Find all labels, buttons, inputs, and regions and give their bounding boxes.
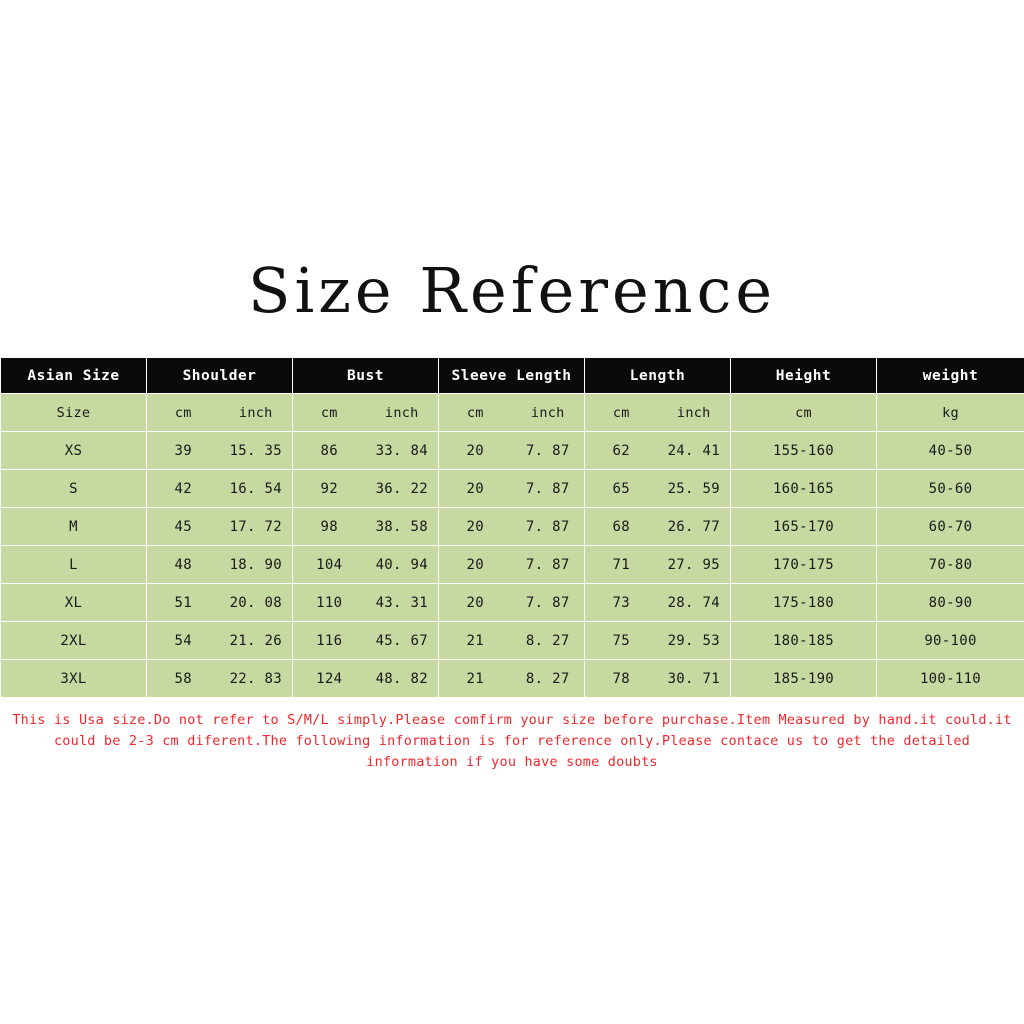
cell-length (585, 660, 731, 698)
units-size-label: Size (1, 394, 147, 432)
cell-sleeve (439, 546, 585, 584)
cell-shoulder-inch: 21. 26 (229, 632, 282, 649)
cell-shoulder-inch: 17. 72 (229, 518, 282, 535)
cell-bust (293, 432, 439, 470)
cell-shoulder-cm: 54 (174, 632, 192, 649)
units-bust-inch: inch (384, 404, 419, 421)
page-title: Size Reference (247, 254, 777, 327)
cell-sleeve-inch: 7. 87 (525, 480, 570, 497)
cell-height: 185-190 (731, 660, 877, 698)
cell-sleeve-inch: 8. 27 (525, 632, 570, 649)
cell-bust-inch: 33. 84 (375, 442, 428, 459)
cell-height: 160-165 (731, 470, 877, 508)
units-bust-cm: cm (320, 404, 338, 421)
cell-height: 165-170 (731, 508, 877, 546)
cell-length (585, 546, 731, 584)
cell-sleeve-cm: 21 (466, 670, 484, 687)
units-sleeve-inch: inch (530, 404, 565, 421)
cell-length-inch: 30. 71 (667, 670, 720, 687)
cell-length-cm: 62 (612, 442, 630, 459)
cell-shoulder-cm: 42 (174, 480, 192, 497)
column-header-sleeve-length: Sleeve Length (439, 358, 585, 394)
cell-bust-inch: 36. 22 (375, 480, 428, 497)
cell-shoulder-inch: 18. 90 (229, 556, 282, 573)
cell-length-inch: 29. 53 (667, 632, 720, 649)
cell-shoulder (147, 470, 293, 508)
table-row (1, 508, 1024, 546)
cell-height: 170-175 (731, 546, 877, 584)
cell-weight: 70-80 (877, 546, 1024, 584)
cell-sleeve-inch: 7. 87 (525, 594, 570, 611)
cell-height: 180-185 (731, 622, 877, 660)
cell-bust (293, 584, 439, 622)
table-row (1, 470, 1024, 508)
cell-shoulder-inch: 22. 83 (229, 670, 282, 687)
cell-height: 155-160 (731, 432, 877, 470)
units-shoulder (147, 394, 293, 432)
size-chart-card (0, 214, 1024, 799)
cell-sleeve (439, 622, 585, 660)
table-row (1, 660, 1024, 698)
cell-shoulder (147, 584, 293, 622)
cell-sleeve-inch: 7. 87 (525, 556, 570, 573)
cell-bust-inch: 48. 82 (375, 670, 428, 687)
units-shoulder-cm: cm (174, 404, 192, 421)
cell-bust-cm: 110 (316, 594, 343, 611)
table-row (1, 584, 1024, 622)
cell-length-inch: 25. 59 (667, 480, 720, 497)
cell-bust-cm: 98 (320, 518, 338, 535)
column-header-length: Length (585, 358, 731, 394)
cell-sleeve (439, 432, 585, 470)
column-header-asian-size: Asian Size (1, 358, 147, 394)
cell-height: 175-180 (731, 584, 877, 622)
table-header-row (1, 358, 1024, 394)
cell-shoulder (147, 622, 293, 660)
cell-sleeve (439, 660, 585, 698)
cell-length (585, 622, 731, 660)
table-units-row (1, 394, 1024, 432)
cell-sleeve (439, 584, 585, 622)
cell-sleeve-cm: 20 (466, 556, 484, 573)
units-height: cm (731, 394, 877, 432)
cell-shoulder-inch: 16. 54 (229, 480, 282, 497)
cell-shoulder-inch: 20. 08 (229, 594, 282, 611)
cell-size: L (1, 546, 147, 584)
cell-shoulder-cm: 58 (174, 670, 192, 687)
cell-length (585, 508, 731, 546)
cell-weight: 80-90 (877, 584, 1024, 622)
column-header-bust: Bust (293, 358, 439, 394)
cell-bust (293, 470, 439, 508)
cell-size: XS (1, 432, 147, 470)
column-header-weight: weight (877, 358, 1024, 394)
cell-bust-cm: 124 (316, 670, 343, 687)
cell-shoulder (147, 660, 293, 698)
cell-bust-inch: 40. 94 (375, 556, 428, 573)
cell-bust-cm: 116 (316, 632, 343, 649)
units-sleeve (439, 394, 585, 432)
cell-weight: 50-60 (877, 470, 1024, 508)
cell-sleeve-cm: 20 (466, 594, 484, 611)
size-disclaimer-note: This is Usa size.Do not refer to S/M/L simply.Please comfirm your size before purchase.Item Measured by hand.it could.it could be 2-3 cm diferent.The following information is for reference only.Please contace us to get the detailed information if you have some doubts (12, 712, 1012, 770)
cell-shoulder-inch: 15. 35 (229, 442, 282, 459)
cell-shoulder-cm: 45 (174, 518, 192, 535)
units-sleeve-cm: cm (466, 404, 484, 421)
units-bust (293, 394, 439, 432)
table-row (1, 622, 1024, 660)
cell-length-inch: 26. 77 (667, 518, 720, 535)
cell-sleeve-cm: 20 (466, 442, 484, 459)
cell-sleeve-inch: 7. 87 (525, 442, 570, 459)
cell-sleeve-cm: 21 (466, 632, 484, 649)
table-header (1, 358, 1024, 394)
units-length (585, 394, 731, 432)
cell-size: S (1, 470, 147, 508)
cell-length-cm: 65 (612, 480, 630, 497)
column-header-shoulder: Shoulder (147, 358, 293, 394)
cell-shoulder-cm: 39 (174, 442, 192, 459)
cell-sleeve-inch: 8. 27 (525, 670, 570, 687)
cell-weight: 60-70 (877, 508, 1024, 546)
cell-length-inch: 28. 74 (667, 594, 720, 611)
cell-sleeve (439, 508, 585, 546)
cell-bust-inch: 45. 67 (375, 632, 428, 649)
cell-bust (293, 546, 439, 584)
size-reference-table (0, 357, 1024, 698)
table-row (1, 546, 1024, 584)
cell-size: 2XL (1, 622, 147, 660)
cell-length-cm: 78 (612, 670, 630, 687)
units-shoulder-inch: inch (238, 404, 273, 421)
cell-bust-cm: 92 (320, 480, 338, 497)
cell-length (585, 584, 731, 622)
cell-bust-cm: 86 (320, 442, 338, 459)
units-length-cm: cm (612, 404, 630, 421)
units-weight: kg (877, 394, 1024, 432)
column-header-height: Height (731, 358, 877, 394)
cell-length-cm: 71 (612, 556, 630, 573)
cell-length (585, 432, 731, 470)
cell-bust (293, 660, 439, 698)
card-bottom-spacer (0, 787, 1024, 799)
units-length-inch: inch (676, 404, 711, 421)
table-body (1, 394, 1024, 698)
cell-bust-inch: 38. 58 (375, 518, 428, 535)
cell-size: 3XL (1, 660, 147, 698)
cell-sleeve-cm: 20 (466, 518, 484, 535)
cell-length (585, 470, 731, 508)
cell-size: XL (1, 584, 147, 622)
cell-shoulder-cm: 51 (174, 594, 192, 611)
cell-shoulder-cm: 48 (174, 556, 192, 573)
cell-shoulder (147, 508, 293, 546)
cell-shoulder (147, 432, 293, 470)
cell-shoulder (147, 546, 293, 584)
cell-weight: 40-50 (877, 432, 1024, 470)
cell-weight: 90-100 (877, 622, 1024, 660)
cell-length-cm: 75 (612, 632, 630, 649)
table-row (1, 432, 1024, 470)
cell-bust-cm: 104 (316, 556, 343, 573)
cell-length-cm: 68 (612, 518, 630, 535)
cell-bust (293, 508, 439, 546)
cell-sleeve-inch: 7. 87 (525, 518, 570, 535)
cell-sleeve-cm: 20 (466, 480, 484, 497)
cell-bust (293, 622, 439, 660)
cell-length-inch: 24. 41 (667, 442, 720, 459)
cell-bust-inch: 43. 31 (375, 594, 428, 611)
cell-length-cm: 73 (612, 594, 630, 611)
cell-weight: 100-110 (877, 660, 1024, 698)
cell-length-inch: 27. 95 (667, 556, 720, 573)
cell-sleeve (439, 470, 585, 508)
cell-size: M (1, 508, 147, 546)
